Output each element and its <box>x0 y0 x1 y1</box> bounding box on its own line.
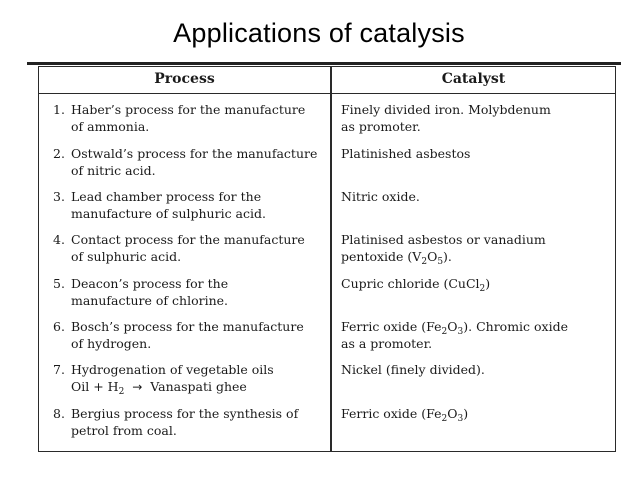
catalyst-cell <box>341 405 611 422</box>
process-text: Bergius process for the synthesis of <box>71 406 299 421</box>
process-cell <box>71 101 329 135</box>
row-number: 5. <box>53 276 65 291</box>
column-divider <box>330 67 332 451</box>
catalyst-text: as promoter. <box>341 119 421 134</box>
catalyst-text: as a promoter. <box>341 336 433 351</box>
row-number: 4. <box>53 232 65 247</box>
catalyst-formula: Cupric chloride (CuCl$_2$) <box>341 276 491 294</box>
catalyst-formula: pentoxide $(V_2O_5)$. <box>341 249 452 267</box>
title-underline <box>27 62 621 65</box>
slide-title: Applications of catalysis <box>173 18 465 48</box>
process-cell <box>71 275 329 309</box>
row-number: 1. <box>53 102 65 117</box>
process-cell <box>71 231 329 265</box>
process-text: of sulphuric acid. <box>71 249 182 264</box>
process-text: Bosch’s process for the manufacture <box>71 319 304 334</box>
catalyst-text: Platinised asbestos or vanadium <box>341 232 546 247</box>
row-number: 6. <box>53 319 65 334</box>
process-text: Ostwald’s process for the manufacture <box>71 146 318 161</box>
process-text: of ammonia. <box>71 119 150 134</box>
process-text: manufacture of sulphuric acid. <box>71 206 266 221</box>
row-number: 7. <box>53 362 65 377</box>
process-cell <box>71 361 329 396</box>
header-catalyst: Catalyst <box>441 71 506 87</box>
process-text: Hydrogenation of vegetable oils <box>71 362 274 377</box>
catalyst-formula: Ferric oxide $(Fe_2O_3)$ <box>341 406 469 424</box>
catalyst-text: Nitric oxide. <box>341 189 420 204</box>
row-number: 2. <box>53 146 65 161</box>
process-cell <box>71 145 329 179</box>
process-text: Deacon’s process for the <box>71 276 229 291</box>
process-text: of nitric acid. <box>71 163 156 178</box>
process-text: Haber’s process for the manufacture <box>71 102 306 117</box>
process-text: Contact process for the manufacture <box>71 232 305 247</box>
catalyst-cell <box>341 318 611 352</box>
catalyst-cell <box>341 275 611 292</box>
process-cell <box>71 188 329 222</box>
catalyst-cell <box>341 231 611 265</box>
process-text: manufacture of chlorine. <box>71 293 229 308</box>
catalyst-cell <box>341 188 611 205</box>
process-text: petrol from coal. <box>71 423 177 438</box>
process-cell <box>71 318 329 352</box>
row-number: 8. <box>53 406 65 421</box>
row-number: 3. <box>53 189 65 204</box>
header-process: Process <box>154 71 215 87</box>
catalysis-table <box>38 66 616 452</box>
catalyst-cell <box>341 101 611 135</box>
process-text: of hydrogen. <box>71 336 152 351</box>
catalyst-cell <box>341 145 611 162</box>
catalyst-text: Finely divided iron. Molybdenum <box>341 102 551 117</box>
catalyst-cell <box>341 361 611 378</box>
table-header <box>39 67 615 94</box>
process-text: Lead chamber process for the <box>71 189 262 204</box>
catalyst-text: Nickel (finely divided). <box>341 362 485 377</box>
catalyst-formula: Ferric oxide $(Fe_2O_3)$. Chromic oxide <box>341 319 568 337</box>
reaction-arrow-icon: → <box>132 380 143 394</box>
catalyst-text: Platinished asbestos <box>341 146 471 161</box>
process-cell <box>71 405 329 439</box>
process-equation: Oil + $H_2$ → Vanaspati ghee <box>71 379 247 397</box>
